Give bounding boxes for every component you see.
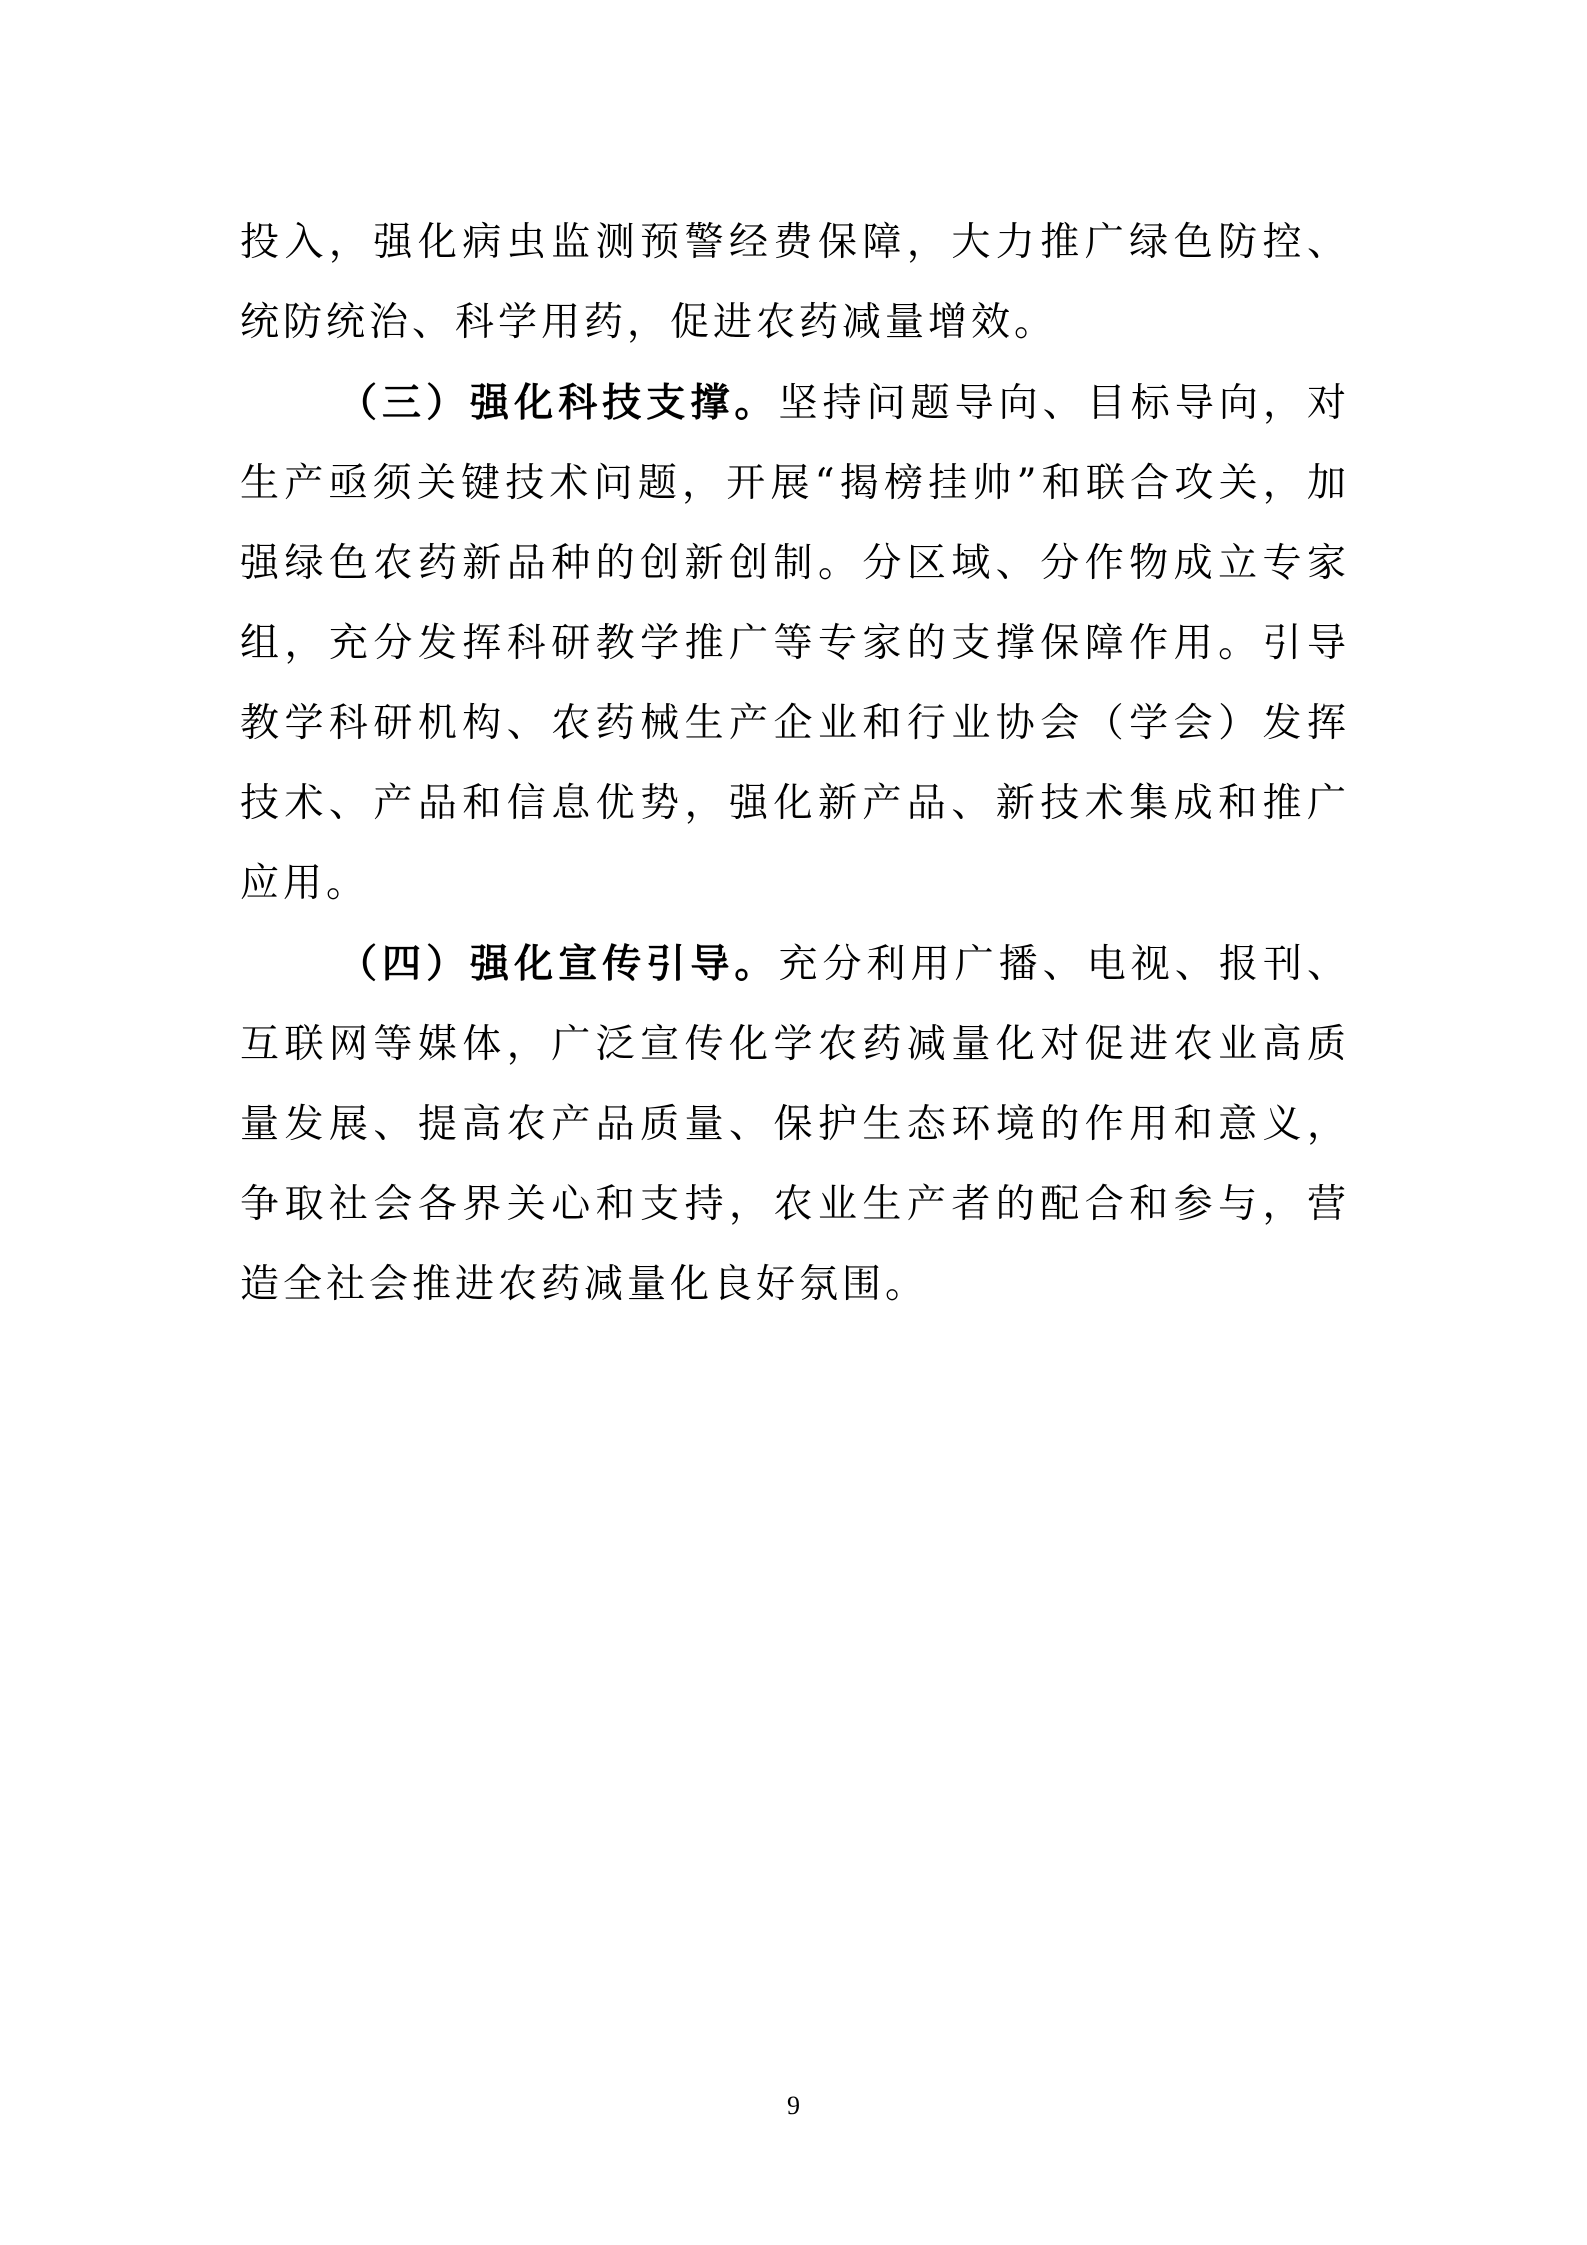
- paragraph-publicity: [240, 924, 1350, 1325]
- document-body: [240, 203, 1350, 1325]
- paragraph-continuation: [240, 203, 1350, 363]
- paragraph-text: 投入，强化病虫监测预警经费保障，大力推广绿色防控、统防统治、科学用药，促进农药减量增效。: [240, 220, 1350, 345]
- page-number: 9: [787, 2091, 800, 2120]
- paragraph-text: 坚持问题导向、目标导向，对生产亟须关键技术问题，开展“揭榜挂帅”和联合攻关，加强绿色农药新品种的创新创制。分区域、分作物成立专家组，充分发挥科研教学推广等专家的支撑保障作用。引导教学科研机构、农药械生产企业和行业协会（学会）发挥技术、产品和信息优势，强化新产品、新技术集成和推广应用。: [240, 381, 1350, 906]
- paragraph-text: 充分利用广播、电视、报刊、互联网等媒体，广泛宣传化学农药减量化对促进农业高质量发展、提高农产品质量、保护生态环境的作用和意义，争取社会各界关心和支持，农业生产者的配合和参与，营造全社会推进农药减量化良好氛围。: [240, 942, 1350, 1307]
- section-heading-tech-support: （三）强化科技支撑。: [338, 380, 779, 426]
- paragraph-tech-support: [240, 363, 1350, 924]
- section-heading-publicity: （四）强化宣传引导。: [338, 941, 779, 987]
